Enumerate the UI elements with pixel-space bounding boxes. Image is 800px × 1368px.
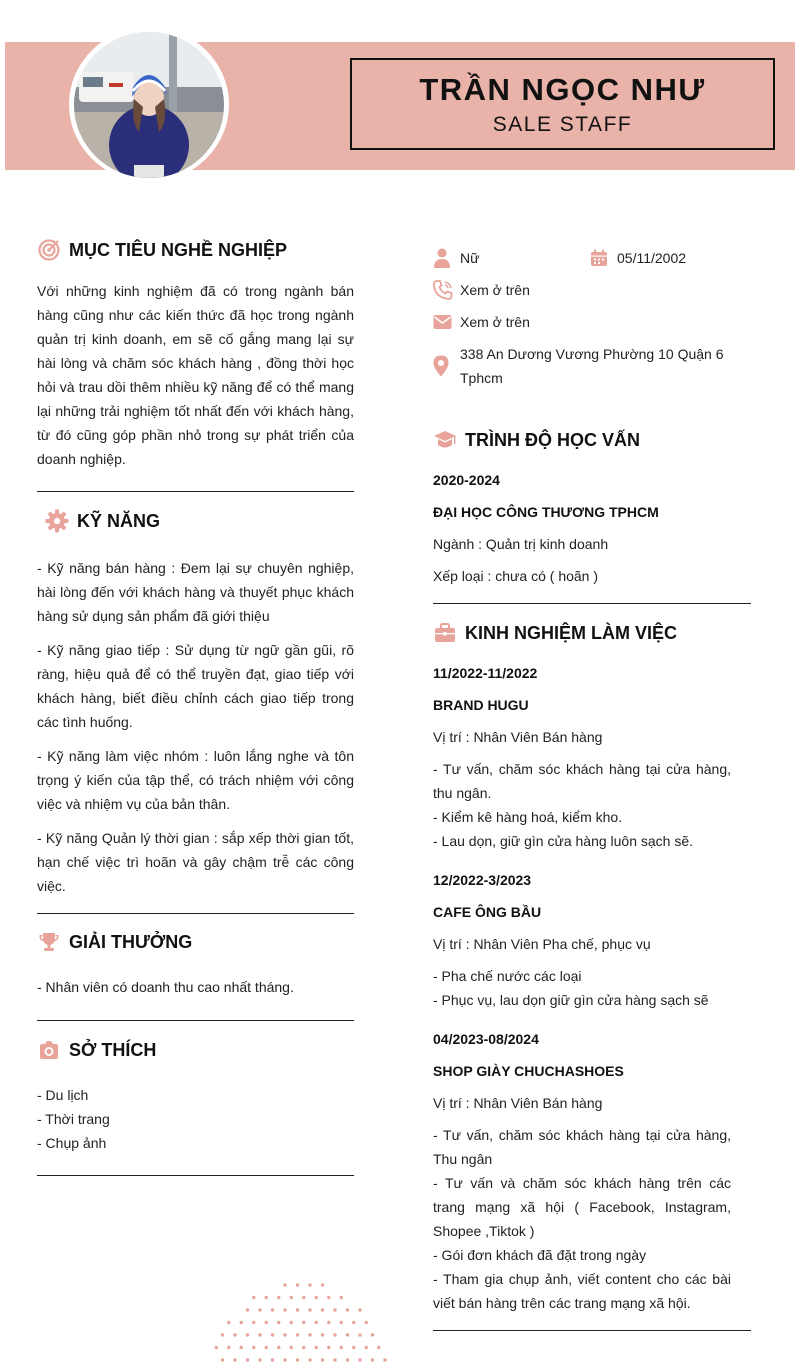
pattern-dot bbox=[327, 1346, 330, 1349]
skill-item: - Kỹ năng giao tiếp : Sử dụng từ ngữ gần gũi, rõ ràng, hiệu quả để có thể truyền đạt, giao tiếp với khách hàng, biết điều chỉnh cách giao tiếp trong các tình huống. bbox=[37, 642, 354, 730]
hobbies-heading bbox=[37, 1035, 354, 1065]
pattern-dot bbox=[308, 1308, 311, 1311]
job-title: SALE STAFF bbox=[492, 113, 633, 136]
calendar-icon bbox=[590, 246, 610, 270]
pattern-dot bbox=[327, 1296, 330, 1299]
pattern-dot bbox=[252, 1296, 255, 1299]
pattern-dot bbox=[358, 1358, 361, 1361]
envelope-icon bbox=[433, 310, 453, 334]
right-column bbox=[433, 246, 751, 1331]
job-company: BRAND HUGU bbox=[433, 697, 529, 713]
hobby-item: - Chụp ảnh bbox=[37, 1135, 107, 1151]
briefcase-icon bbox=[433, 621, 457, 645]
pattern-dot bbox=[333, 1308, 336, 1311]
name-box bbox=[350, 58, 775, 150]
pattern-dot bbox=[221, 1333, 224, 1336]
trophy-icon bbox=[37, 930, 61, 954]
objective-title: MỤC TIÊU NGHỀ NGHIỆP bbox=[69, 239, 288, 260]
pattern-dot bbox=[346, 1333, 349, 1336]
pattern-dot bbox=[240, 1346, 243, 1349]
pattern-dot bbox=[296, 1283, 299, 1286]
job-duty: - Tham gia chụp ảnh, viết content cho các bài viết bán hàng trên các trang mạng xã hội. bbox=[433, 1271, 731, 1311]
job-duty: - Tư vấn, chăm sóc khách hàng tại cửa hàng, Thu ngân bbox=[433, 1127, 731, 1167]
job-duty: - Tư vấn và chăm sóc khách hàng trên các trang mạng xã hội ( Facebook, Instagram, Shopee ,Tiktok ) bbox=[433, 1175, 731, 1239]
pattern-dot bbox=[365, 1346, 368, 1349]
divider bbox=[433, 603, 751, 604]
decorative-dot-pattern bbox=[205, 1280, 395, 1363]
education-heading bbox=[433, 425, 751, 455]
graduation-cap-icon bbox=[433, 428, 457, 452]
pattern-dot bbox=[283, 1358, 286, 1361]
pattern-dot bbox=[308, 1358, 311, 1361]
pattern-dot bbox=[333, 1333, 336, 1336]
gear-icon bbox=[45, 509, 69, 533]
skills-title: KỸ NĂNG bbox=[77, 510, 161, 531]
pattern-dot bbox=[302, 1321, 305, 1324]
target-icon bbox=[37, 238, 61, 262]
pattern-dot bbox=[258, 1308, 261, 1311]
pattern-dot bbox=[371, 1358, 374, 1361]
divider bbox=[37, 1020, 354, 1021]
hobbies-title: SỞ THÍCH bbox=[69, 1039, 157, 1060]
pattern-dot bbox=[240, 1321, 243, 1324]
phone-value: Xem ở trên bbox=[460, 282, 530, 298]
full-name: TRẦN NGỌC NHƯ bbox=[419, 72, 706, 107]
gender-value: Nữ bbox=[460, 250, 480, 266]
phone-row bbox=[433, 278, 751, 302]
pattern-dot bbox=[308, 1333, 311, 1336]
pattern-dot bbox=[308, 1283, 311, 1286]
pattern-dot bbox=[227, 1321, 230, 1324]
pattern-dot bbox=[271, 1333, 274, 1336]
pattern-dot bbox=[252, 1321, 255, 1324]
job-company: SHOP GIÀY CHUCHASHOES bbox=[433, 1063, 624, 1079]
skill-item: - Kỹ năng bán hàng : Đem lại sự chuyên nghiệp, hài lòng đến với khách hàng và thuyết phục khách hàng sử dụng sản phẩm đã giới thiệu bbox=[37, 560, 354, 624]
education-grade: Xếp loại : chưa có ( hoãn ) bbox=[433, 568, 599, 584]
job-duty: - Kiểm kê hàng hoá, kiểm kho. bbox=[433, 809, 623, 825]
experience-title: KINH NGHIỆM LÀM VIỆC bbox=[465, 622, 678, 643]
pattern-dot bbox=[371, 1333, 374, 1336]
pattern-dot bbox=[346, 1358, 349, 1361]
pattern-dot bbox=[296, 1358, 299, 1361]
email-row bbox=[433, 310, 751, 334]
job-company: CAFE ÔNG BẦU bbox=[433, 904, 542, 920]
pattern-dot bbox=[265, 1296, 268, 1299]
pattern-dot bbox=[246, 1333, 249, 1336]
email-value: Xem ở trên bbox=[460, 314, 530, 330]
divider bbox=[37, 491, 354, 492]
awards-heading bbox=[37, 927, 354, 957]
address-value: 338 An Dương Vương Phường 10 Quận 6 Tphcm bbox=[460, 346, 724, 386]
hobby-item: - Du lịch bbox=[37, 1087, 89, 1103]
pattern-dot bbox=[315, 1346, 318, 1349]
pattern-dot bbox=[252, 1346, 255, 1349]
pattern-dot bbox=[290, 1346, 293, 1349]
location-pin-icon bbox=[433, 342, 453, 390]
pattern-dot bbox=[315, 1321, 318, 1324]
objective-heading bbox=[37, 235, 354, 265]
divider bbox=[37, 1175, 354, 1176]
pattern-dot bbox=[333, 1358, 336, 1361]
job-position: Vị trí : Nhân Viên Bán hàng bbox=[433, 1095, 603, 1111]
education-period: 2020-2024 bbox=[433, 472, 500, 488]
pattern-dot bbox=[265, 1346, 268, 1349]
pattern-dot bbox=[258, 1333, 261, 1336]
pattern-dot bbox=[277, 1321, 280, 1324]
job-duty: - Phục vụ, lau dọn giữ gìn cửa hàng sạch sẽ bbox=[433, 992, 709, 1008]
avatar bbox=[69, 27, 229, 182]
pattern-dot bbox=[271, 1308, 274, 1311]
pattern-dot bbox=[283, 1308, 286, 1311]
pattern-dot bbox=[265, 1321, 268, 1324]
pattern-dot bbox=[277, 1346, 280, 1349]
pattern-dot bbox=[302, 1296, 305, 1299]
awards-title: GIẢI THƯỞNG bbox=[69, 931, 193, 952]
pattern-dot bbox=[358, 1333, 361, 1336]
job-position: Vị trí : Nhân Viên Bán hàng bbox=[433, 729, 603, 745]
education-major: Ngành : Quản trị kinh doanh bbox=[433, 536, 609, 552]
phone-icon bbox=[433, 278, 453, 302]
education-school: ĐẠI HỌC CÔNG THƯƠNG TPHCM bbox=[433, 504, 659, 520]
pattern-dot bbox=[271, 1358, 274, 1361]
birthday-row bbox=[590, 246, 686, 270]
pattern-dot bbox=[321, 1308, 324, 1311]
pattern-dot bbox=[346, 1308, 349, 1311]
address-row bbox=[433, 342, 751, 390]
job-period: 12/2022-3/2023 bbox=[433, 872, 532, 888]
job-duty: - Gói đơn khách đã đặt trong ngày bbox=[433, 1247, 647, 1263]
job-period: 04/2023-08/2024 bbox=[433, 1031, 539, 1047]
pattern-dot bbox=[277, 1296, 280, 1299]
pattern-dot bbox=[290, 1296, 293, 1299]
pattern-dot bbox=[340, 1321, 343, 1324]
job-duty: - Pha chế nước các loại bbox=[433, 968, 582, 984]
hobby-item: - Thời trang bbox=[37, 1111, 110, 1127]
pattern-dot bbox=[283, 1333, 286, 1336]
objective-text: Với những kinh nghiệm đã có trong ngành bán hàng cũng như các kiến thức đã học trong ngành quản trị kinh doanh, em sẽ cố gắng mang lại sự hài lòng và chăm sóc khách hàng , đồng thời học hỏi và trau dồi thêm nhiều kỹ năng để có thể mang lại những trải nghiệm tốt nhất đến với khách hàng, từ đó cũng góp phần nhỏ trong sự phát triển của doanh nghiệp. bbox=[37, 283, 354, 467]
pattern-dot bbox=[296, 1333, 299, 1336]
experience-heading bbox=[433, 618, 751, 648]
pattern-dot bbox=[383, 1358, 386, 1361]
birthday-value: 05/11/2002 bbox=[617, 250, 687, 266]
pattern-dot bbox=[321, 1333, 324, 1336]
divider bbox=[37, 913, 354, 914]
pattern-dot bbox=[352, 1346, 355, 1349]
gender-row bbox=[433, 246, 590, 270]
job-period: 11/2022-11/2022 bbox=[433, 665, 538, 681]
pattern-dot bbox=[290, 1321, 293, 1324]
education-title: TRÌNH ĐỘ HỌC VẤN bbox=[465, 429, 640, 450]
pattern-dot bbox=[340, 1296, 343, 1299]
left-column bbox=[37, 235, 354, 1176]
divider bbox=[433, 1330, 751, 1331]
pattern-dot bbox=[302, 1346, 305, 1349]
pattern-dot bbox=[221, 1358, 224, 1361]
pattern-dot bbox=[377, 1346, 380, 1349]
job-duty: - Lau dọn, giữ gìn cửa hàng luôn sạch sẽ. bbox=[433, 833, 694, 849]
pattern-dot bbox=[340, 1346, 343, 1349]
skill-item: - Kỹ năng Quản lý thời gian : sắp xếp thời gian tốt, hạn chế việc trì hoãn và gây chậm trễ các công việc. bbox=[37, 830, 354, 894]
award-item: - Nhân viên có doanh thu cao nhất tháng. bbox=[37, 979, 294, 995]
pattern-dot bbox=[327, 1321, 330, 1324]
job-position: Vị trí : Nhân Viên Pha chế, phục vụ bbox=[433, 936, 651, 952]
contact-row-1 bbox=[433, 246, 751, 270]
pattern-dot bbox=[321, 1358, 324, 1361]
pattern-dot bbox=[246, 1308, 249, 1311]
pattern-dot bbox=[227, 1346, 230, 1349]
pattern-dot bbox=[246, 1358, 249, 1361]
job-duty: - Tư vấn, chăm sóc khách hàng tại cửa hàng, thu ngân. bbox=[433, 761, 731, 801]
pattern-dot bbox=[283, 1283, 286, 1286]
pattern-dot bbox=[258, 1358, 261, 1361]
skills-heading bbox=[37, 506, 354, 536]
camera-icon bbox=[37, 1038, 61, 1062]
pattern-dot bbox=[352, 1321, 355, 1324]
pattern-dot bbox=[321, 1283, 324, 1286]
pattern-dot bbox=[315, 1296, 318, 1299]
skill-item: - Kỹ năng làm việc nhóm : luôn lắng nghe và tôn trọng ý kiến của tập thể, có trách nhiệm với công việc và nhiệm vụ của bản thân. bbox=[37, 748, 354, 812]
person-icon bbox=[433, 246, 453, 270]
pattern-dot bbox=[358, 1308, 361, 1311]
pattern-dot bbox=[365, 1321, 368, 1324]
pattern-dot bbox=[233, 1333, 236, 1336]
pattern-dot bbox=[233, 1358, 236, 1361]
pattern-dot bbox=[215, 1346, 218, 1349]
pattern-dot bbox=[296, 1308, 299, 1311]
